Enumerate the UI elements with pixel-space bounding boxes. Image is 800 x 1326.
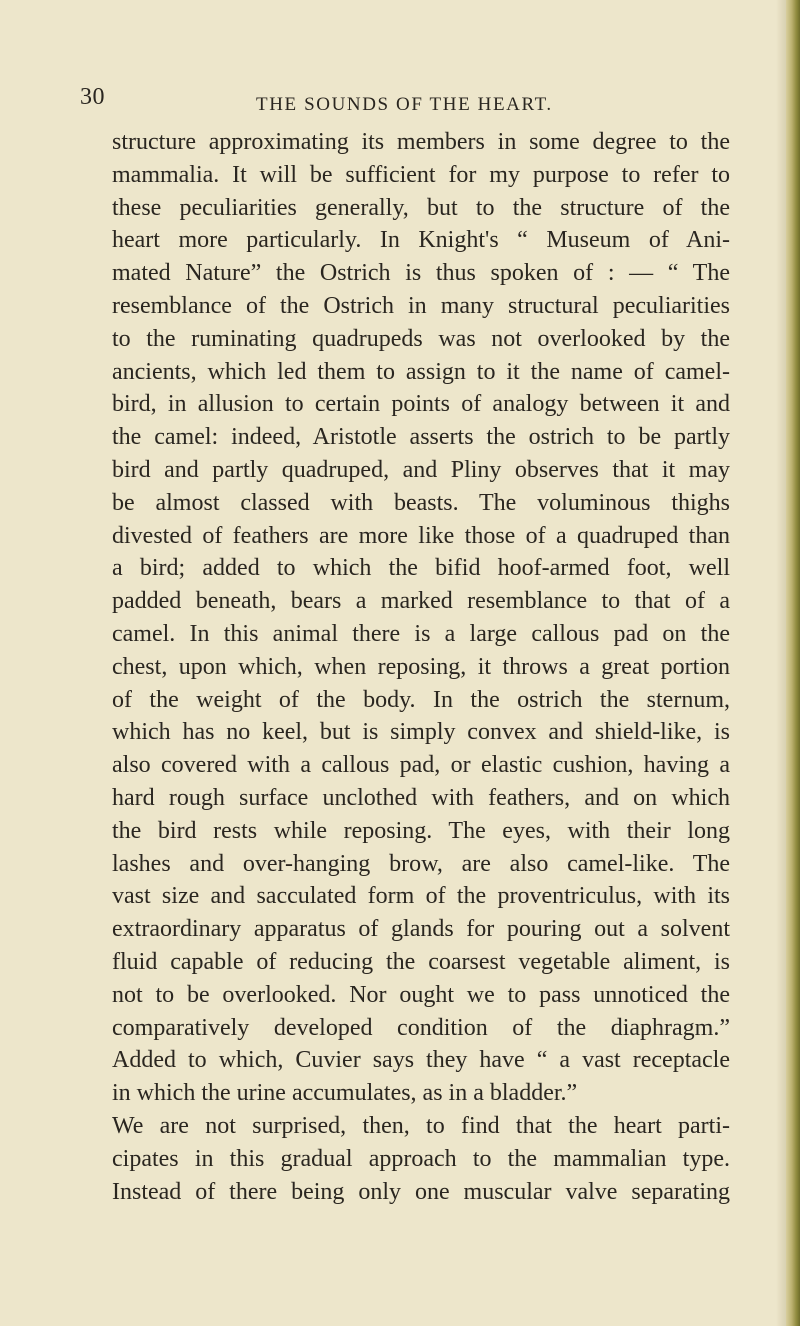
text-line: to the ruminating quadrupeds was not overlooked by the xyxy=(112,325,730,352)
text-line: heart more particularly. In Knight's “ Museum of Ani- xyxy=(112,227,730,254)
text-line: ancients, which led them to assign to it the name of camel- xyxy=(112,358,730,385)
text-line: fluid capable of reducing the coarsest vegetable aliment, is xyxy=(112,948,730,975)
text-line: cipates in this gradual approach to the mammalian type. xyxy=(112,1145,730,1172)
body-text xyxy=(112,126,730,1208)
text-line: a bird; added to which the bifid hoof-armed foot, well xyxy=(112,555,730,582)
page-edge xyxy=(786,0,800,1326)
text-line: camel. In this animal there is a large callous pad on the xyxy=(112,620,730,647)
text-line: We are not surprised, then, to find that the heart parti- xyxy=(112,1112,730,1139)
text-line: bird and partly quadruped, and Pliny observes that it may xyxy=(112,456,730,483)
text-line: lashes and over-hanging brow, are also camel-like. The xyxy=(112,850,730,877)
text-line: mated Nature” the Ostrich is thus spoken of : — “ The xyxy=(112,260,730,287)
text-line: of the weight of the body. In the ostrich the sternum, xyxy=(112,686,730,713)
text-line: divested of feathers are more like those of a quadruped than xyxy=(112,522,730,549)
text-line: vast size and sacculated form of the proventriculus, with its xyxy=(112,883,730,910)
text-line: Added to which, Cuvier says they have “ a vast receptacle xyxy=(112,1047,730,1074)
text-line: mammalia. It will be sufficient for my purpose to refer to xyxy=(112,161,730,188)
page-number: 30 xyxy=(80,84,105,110)
text-line: padded beneath, bears a marked resemblance to that of a xyxy=(112,588,730,615)
text-line: resemblance of the Ostrich in many structural peculiarities xyxy=(112,292,730,319)
running-head: THE SOUNDS OF THE HEART. xyxy=(256,94,553,115)
text-line: extraordinary apparatus of glands for pouring out a solvent xyxy=(112,916,730,943)
text-line: in which the urine accumulates, as in a bladder.” xyxy=(112,1080,578,1107)
text-line: structure approximating its members in some degree to the xyxy=(112,129,730,155)
text-line: also covered with a callous pad, or elastic cushion, having a xyxy=(112,752,730,779)
text-line: comparatively developed condition of the diaphragm.” xyxy=(112,1014,730,1041)
text-line: the camel: indeed, Aristotle asserts the ostrich to be partly xyxy=(112,424,730,451)
text-line: hard rough surface unclothed with feathers, and on which xyxy=(112,784,730,811)
text-line: these peculiarities generally, but to the structure of the xyxy=(112,194,730,221)
text-line: the bird rests while reposing. The eyes, with their long xyxy=(112,817,730,844)
text-line: bird, in allusion to certain points of analogy between it and xyxy=(112,391,730,418)
text-line: Instead of there being only one muscular valve separating xyxy=(112,1178,730,1205)
text-line: which has no keel, but is simply convex and shield-like, is xyxy=(112,719,730,746)
text-line: chest, upon which, when reposing, it throws a great portion xyxy=(112,653,730,680)
page-edge-shadow xyxy=(776,0,786,1326)
text-line: not to be overlooked. Nor ought we to pass unnoticed the xyxy=(112,981,730,1008)
text-line: be almost classed with beasts. The voluminous thighs xyxy=(112,489,730,516)
